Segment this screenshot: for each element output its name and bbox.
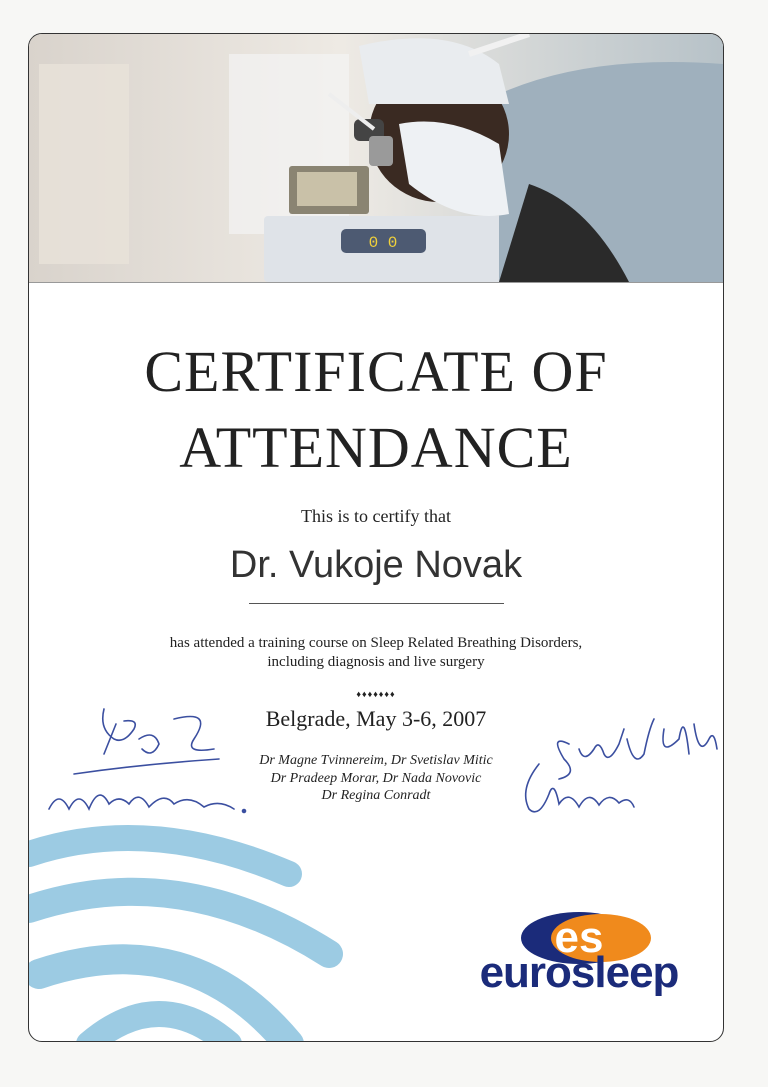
- logo-wordmark: eurosleep: [479, 948, 679, 997]
- title-line-1: CERTIFICATE OF: [144, 339, 608, 404]
- wave-decoration: [29, 814, 359, 1042]
- certificate-title: [29, 334, 723, 486]
- header-photo: [29, 34, 723, 283]
- signatories-line-1: Dr Magne Tvinnereim, Dr Svetislav Mitic: [259, 753, 493, 768]
- certificate-card: [28, 33, 724, 1042]
- title-line-2: ATTENDANCE: [179, 415, 573, 480]
- signatories-line-3: Dr Regina Conradt: [321, 788, 431, 803]
- device-display: 0 0: [368, 234, 398, 252]
- ornament-diamonds: ♦♦♦♦♦♦♦: [356, 689, 396, 699]
- description-line-1: has attended a training course on Sleep Related Breathing Disorders,: [169, 635, 583, 651]
- logo-mark-text: es: [554, 913, 604, 962]
- eurosleep-logo: [449, 904, 709, 1014]
- course-description: [29, 634, 723, 672]
- name-underline: [249, 603, 504, 604]
- signatories-line-2: Dr Pradeep Morar, Dr Nada Novovic: [270, 770, 482, 786]
- place-and-date: Belgrade, May 3-6, 2007: [265, 706, 487, 731]
- intro-text: This is to certify that: [301, 506, 451, 526]
- right-signature-image: [509, 699, 719, 819]
- description-line-2: including diagnosis and live surgery: [267, 654, 485, 670]
- recipient-name: Dr. Vukoje Novak: [229, 544, 523, 586]
- left-signature-image: [44, 699, 254, 819]
